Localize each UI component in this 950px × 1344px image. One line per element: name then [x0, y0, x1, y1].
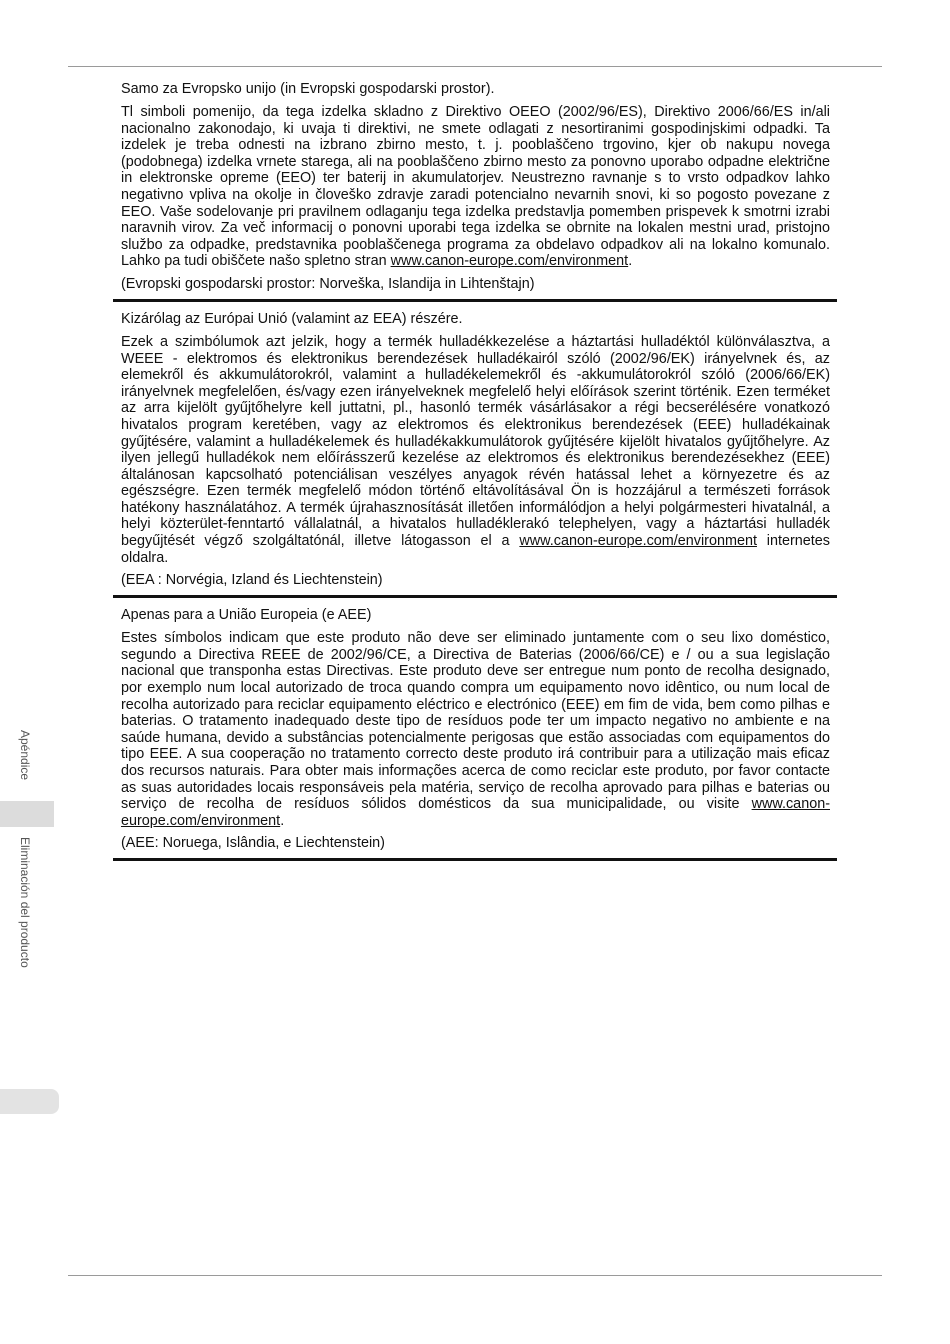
notice-body: [121, 630, 830, 829]
notice-heading: Samo za Evropsko unijo (in Evropski gospodarski prostor).: [121, 81, 495, 97]
disposal-notices: [113, 78, 837, 869]
notice-text-end: .: [280, 812, 285, 829]
sidebar-section-text: Apéndice: [18, 730, 32, 781]
notice-note: (Evropski gospodarski prostor: Norveška, Islandija in Lihtenštajn): [121, 275, 535, 292]
notice-text-end: .: [628, 253, 633, 270]
notice-body: [121, 334, 830, 566]
notice-heading: Apenas para a União Europeia (e AEE): [121, 607, 372, 624]
environment-link[interactable]: www.canon-europe.com/environment: [121, 796, 830, 829]
section-divider: [113, 595, 837, 598]
environment-link[interactable]: www.canon-europe.com/environment: [390, 253, 629, 270]
notice-body: [121, 104, 830, 270]
notice-text: Estes símbolos indicam que este produto não deve ser eliminado juntamente com o seu lixo doméstico, segundo a Directiva REEE de 2002/96/CE, a Directiva de Baterias (2006/66/CE) e / ou a sua legislação nacional que transponha estas Directivas. Este produto deve ser entregue num ponto de recolha designado, por exemplo num local autorizado de troca quando compra um equipamento novo idêntico, ou num local de recolha autorizado para reciclar equipamento eléctrico e electrónico (EEE) em fim de vida, bem como pilhas e baterias. O tratamento inadequado deste tipo de resíduos pode ter um impacto negativo no ambiente e na saúde humana, devido a substâncias potencialmente perigosas que estão associadas com equipamentos do tipo EEE. A sua cooperação no tratamento correcto deste produto irá contribuir para a utilização mais eficaz dos recursos naturais. Para obter mais informações acerca de como reciclar este produto, por favor contacte as suas autoridades locais responsáveis pela matéria, serviço de recolha aprovado para pilhas e baterias ou serviço de recolha de resíduos sólidos domésticos da sua municipalidade, ou visite: [121, 630, 830, 813]
section-divider: [113, 299, 837, 302]
sidebar-section-label[interactable]: [16, 730, 36, 792]
section-divider: [113, 858, 837, 861]
notice-heading: Kizárólag az Európai Unió (valamint az EEA) részére.: [121, 310, 463, 327]
notice-hungarian: [113, 310, 837, 598]
notice-note: (EEA : Norvégia, Izland és Liechtenstein): [121, 572, 383, 589]
sidebar-chapter-text: Eliminación del producto: [18, 837, 32, 968]
footer-rule: [68, 1275, 882, 1276]
sidebar-chapter-label[interactable]: [16, 837, 36, 997]
sidebar-tab-highlight: [0, 801, 54, 827]
notice-note: (AEE: Noruega, Islândia, e Liechtenstein): [121, 835, 385, 852]
notice-text: Ezek a szimbólumok azt jelzik, hogy a termék hulladékkezelése a háztartási hulladéktól különválasztva, a WEEE - elektromos és elektronikus berendezések hulladékairól szóló (2002/96/EK) irányelvnek és, az elemekről és akkumulátorokról, valamint a hulladékelemekről és -akkumulátorokról szóló (2006/66/EK) irányelvnek megfelelően, és/vagy ezen irányelveknek megfelelő helyi előírások szerint történik. Ezen terméket az arra kijelölt gyűjtőhelyre kell juttatni, pl., hasonló termék vásárlásakor a régi becserélésére vonatkozó hivatalos program keretében, vagy az elektromos és elektronikus berendezések (EEE) hulladékainak gyűjtésére, valamint a hulladékelemek és hulladékakkumulátorok gyűjtésére kijelölt hivatalos gyűjtőhelyre. Az ilyen jellegű hulladékok nem előírásszerű kezelése az elektromos és elektronikus berendezésekhez (EEE) általánosan kapcsolható potenciálisan veszélyes anyagok révén hatással lehet a környezetre és az egészségre. Ezen termék megfelelő módon történő eltávolításával Ön is hozzájárul a természeti források hatékony használatához. A termék újrahasznosítását illetően informálódjon a helyi polgármesteri hivatalnál, a helyi közterület-fenntartó vállalatnál, a hivatalos hulladéklerakó telephelyen, vagy a háztartási hulladék begyűjtését végző szolgáltatónál, illetve látogasson el a: [121, 333, 830, 550]
notice-text: Tl simboli pomenijo, da tega izdelka skladno z Direktivo OEEO (2002/96/ES), Direktivo 2006/66/ES in/ali nacionalno zakonodajo, ki uvaja ti direktivi, ne smete odlagati z nesortiranimi gospodinjskimi odpadki. Ta izdelek je treba odnesti na izbrano zbirno mesto, t. j. pooblaščeno trgovino, kjer ob nakupu novega (podobnega) izdelka vrnete starega, ali na pooblaščeno zbirno mesto za ponovno uporabo odpadne električne in elektronske opreme (EEO) ter baterij in akumulatorjev. Neustrezno ravnanje s to vrsto odpadkov lahko negativno vpliva na okolje in človeško zdravje zaradi potencialno nevarnih snovi, ki so pogosto povezane z EEO. Vaše sodelovanje pri pravilnem odlaganju tega izdelka predstavlja pomemben prispevek k smotrni izrabi naravnih virov. Za več informacij o ponovni uporabi tega izdelka se obrnite na lokalen mestni urad, pristojno službo za odpadke, predstavnika pooblaščenega programa za obdelavo odpadkov ali na lokalno komunalo. Lahko pa tudi obiščete našo spletno stran: [121, 104, 830, 270]
notice-slovenian: [113, 80, 837, 302]
notice-portuguese: [113, 606, 837, 861]
notice-text-end: internetes oldalra.: [121, 533, 830, 566]
environment-link[interactable]: www.canon-europe.com/environment: [519, 533, 757, 550]
header-rule: [68, 66, 882, 67]
sidebar-bottom-tab: [0, 1089, 59, 1114]
